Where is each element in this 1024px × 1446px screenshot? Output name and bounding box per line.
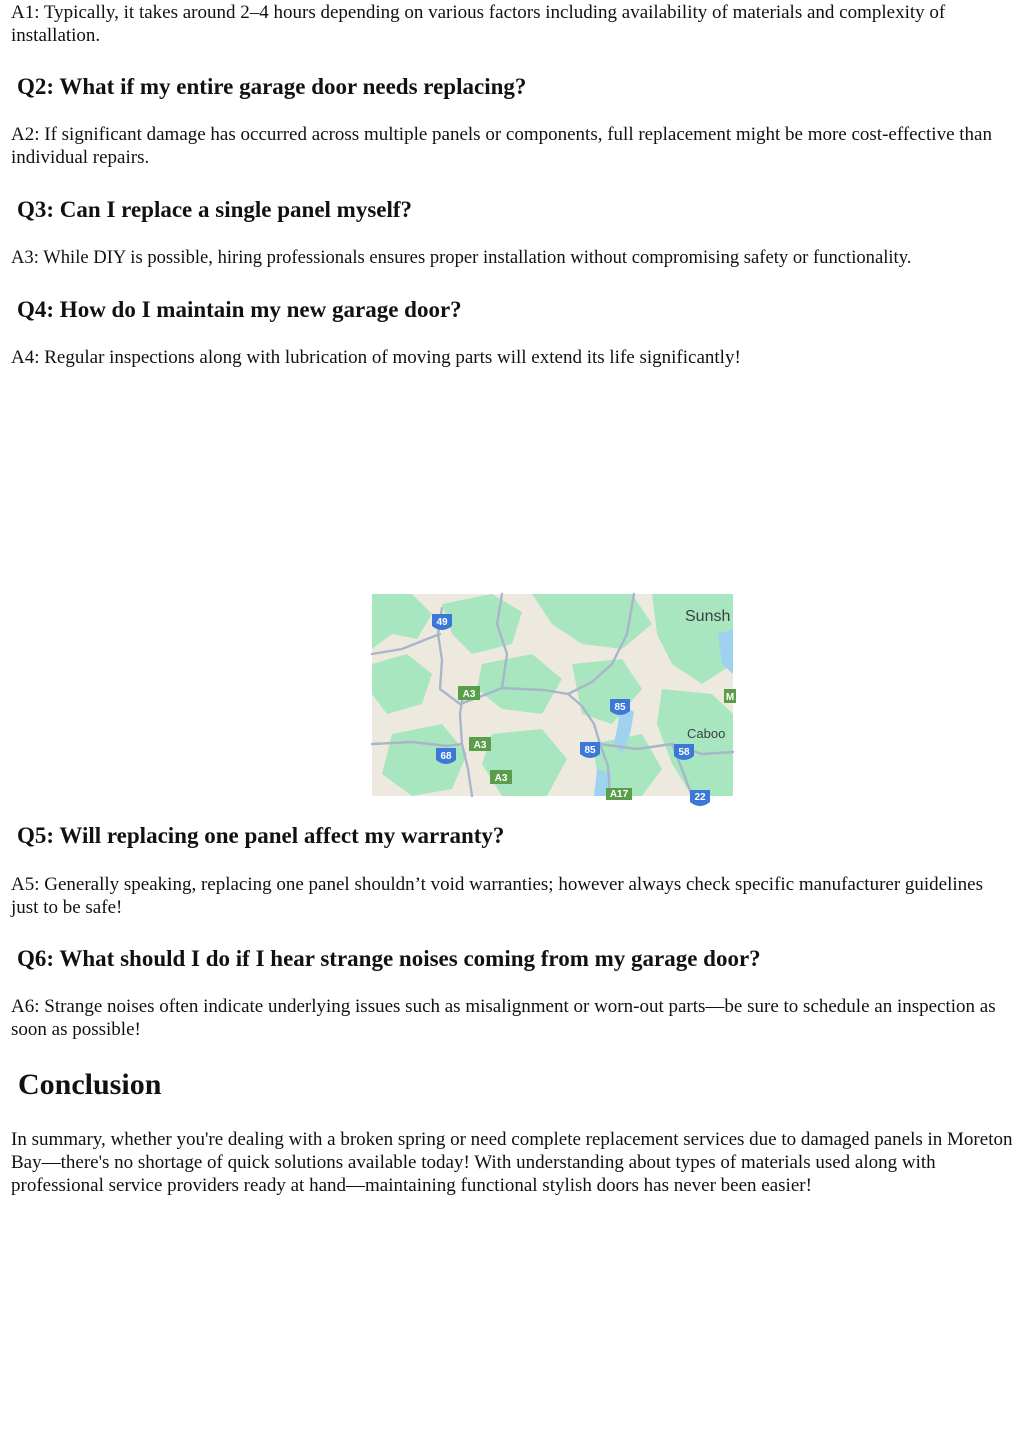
map-graphic <box>372 594 735 803</box>
conclusion-heading-block <box>0 1067 1024 1103</box>
svg-text:A3: A3 <box>462 689 476 700</box>
shield-m <box>724 689 736 703</box>
svg-text:M: M <box>725 692 735 703</box>
shield-49 <box>432 614 452 630</box>
svg-text:A3: A3 <box>473 740 487 751</box>
faq-answer-4: A4: Regular inspections along with lubrication of moving parts will extend its life significantly! <box>11 347 741 368</box>
svg-text:A17: A17 <box>609 789 629 800</box>
shield-68 <box>436 748 456 764</box>
svg-text:68: 68 <box>440 751 452 762</box>
faq-answer-3: A3: While DIY is possible, hiring professionals ensures proper installation without compromising safety or functionality. <box>11 247 912 268</box>
svg-text:85: 85 <box>614 702 626 713</box>
faq-answer-5: A5: Generally speaking, replacing one panel shouldn’t void warranties; however always check specific manufacturer guidelines just to be safe! <box>11 874 983 918</box>
shield-58 <box>674 744 694 760</box>
shield-a3-3 <box>490 770 512 784</box>
faq-question-4: Q4: How do I maintain my new garage door? <box>17 297 462 322</box>
svg-text:85: 85 <box>584 745 596 756</box>
conclusion-body: In summary, whether you're dealing with a broken spring or need complete replacement services due to damaged panels in Moreton Bay—there's no shortage of quick solutions available today! With understanding about types of materials used along with professional service providers ready at hand—maintaining functional stylish doors has never been easier! <box>11 1129 1013 1196</box>
faq-answer-1: A1: Typically, it takes around 2–4 hours depending on various factors including availability of materials and complexity of installation. <box>11 2 946 46</box>
shield-85-2 <box>580 742 600 758</box>
faq-question-5: Q5: Will replacing one panel affect my warranty? <box>17 823 505 848</box>
shield-a3-1 <box>458 686 480 700</box>
svg-text:A3: A3 <box>494 773 508 784</box>
svg-text:49: 49 <box>436 617 448 628</box>
shield-a17 <box>606 788 632 800</box>
shield-a3-2 <box>469 737 491 751</box>
svg-text:58: 58 <box>678 747 690 758</box>
faq-question-3: Q3: Can I replace a single panel myself? <box>17 197 413 222</box>
faq-question-6: Q6: What should I do if I hear strange noises coming from my garage door? <box>17 946 761 971</box>
faq-answer-2: A2: If significant damage has occurred across multiple panels or components, full replacement might be more cost-effective than individual repairs. <box>11 124 992 168</box>
faq-question-2: Q2: What if my entire garage door needs replacing? <box>17 74 527 99</box>
shield-22 <box>690 790 710 806</box>
map-image <box>372 594 735 803</box>
faq-answer-6: A6: Strange noises often indicate underlying issues such as misalignment or worn-out parts—be sure to schedule an inspection as soon as possible! <box>11 996 996 1040</box>
map-place-label: Caboo <box>687 726 726 741</box>
shield-85-1 <box>610 699 630 715</box>
svg-text:22: 22 <box>694 792 706 803</box>
conclusion-heading: Conclusion <box>18 1068 162 1101</box>
map-place-label: Sunsh <box>685 608 731 625</box>
